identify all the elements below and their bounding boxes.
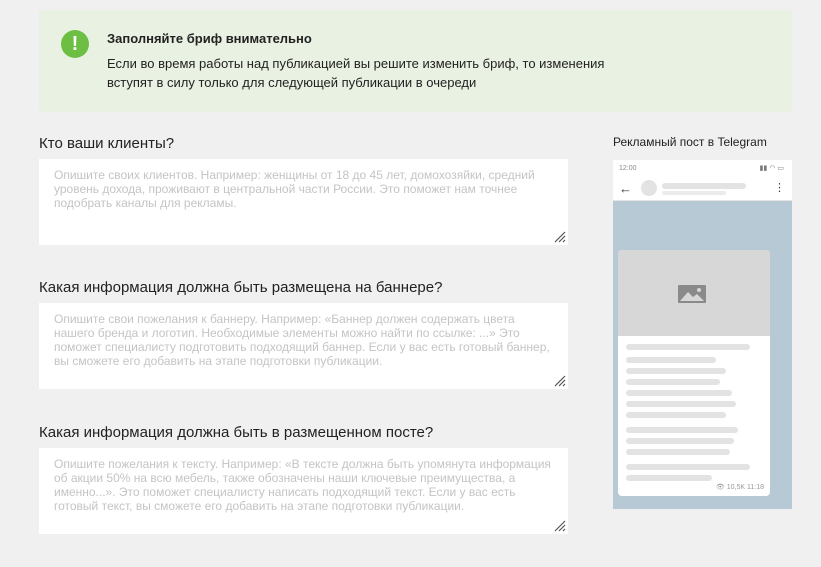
brief-notice	[39, 10, 792, 112]
text-line-placeholder	[626, 438, 734, 444]
clients-label: Кто ваши клиенты?	[39, 135, 175, 152]
phone-status-bar	[613, 160, 792, 177]
chat-header	[613, 177, 792, 201]
banner-label: Какая информация должна быть размещена на баннере?	[39, 279, 443, 296]
text-line-placeholder	[626, 449, 730, 455]
channel-subtitle-placeholder	[662, 191, 726, 195]
text-line-placeholder	[626, 344, 750, 350]
signal-battery-icon: ▮▮ ◠ ▭	[759, 165, 784, 172]
resize-handle-icon[interactable]	[554, 231, 566, 243]
kebab-menu-icon: ⋮	[774, 182, 785, 194]
text-line-placeholder	[626, 401, 736, 407]
text-line-placeholder	[626, 427, 738, 433]
image-icon	[678, 285, 706, 303]
text-line-placeholder	[626, 379, 720, 385]
clients-textarea[interactable]	[39, 159, 568, 245]
post-time: 11:18	[747, 484, 764, 491]
post-image-placeholder	[618, 250, 770, 336]
post-textarea[interactable]	[39, 448, 568, 534]
eye-icon: 👁	[715, 484, 725, 491]
text-line-placeholder	[626, 475, 712, 481]
back-arrow-icon: ←	[619, 181, 632, 196]
text-line-placeholder	[626, 412, 726, 418]
post-label: Какая информация должна быть в размещенном посте?	[39, 424, 434, 441]
status-time: 12:00	[619, 165, 637, 172]
exclamation-icon: !	[61, 30, 89, 58]
channel-name-placeholder	[662, 183, 746, 189]
text-line-placeholder	[626, 464, 750, 470]
post-meta	[716, 483, 764, 491]
channel-avatar	[641, 180, 657, 196]
notice-title: Заполняйте бриф внимательно	[107, 31, 312, 46]
preview-title: Рекламный пост в Telegram	[613, 135, 767, 149]
text-line-placeholder	[626, 357, 716, 363]
banner-textarea[interactable]	[39, 303, 568, 389]
resize-handle-icon[interactable]	[554, 520, 566, 532]
telegram-preview	[613, 160, 792, 509]
resize-handle-icon[interactable]	[554, 375, 566, 387]
notice-text: Если во время работы над публикацией вы решите изменить бриф, то изменения вступят в силу только для следующей публикации в очереди	[107, 56, 605, 90]
post-views: 10,5K	[726, 484, 746, 491]
post-bubble	[618, 250, 770, 496]
text-line-placeholder	[626, 390, 732, 396]
text-line-placeholder	[626, 368, 726, 374]
